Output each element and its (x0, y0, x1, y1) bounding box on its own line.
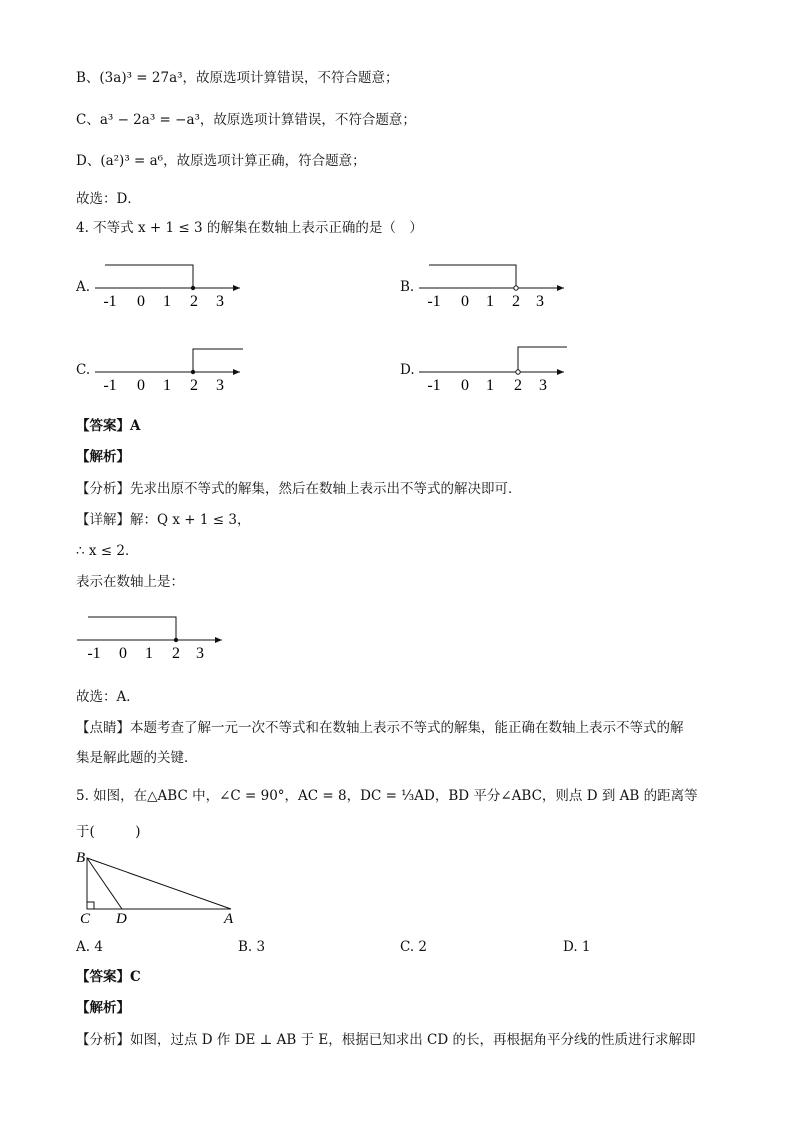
tick-label: 1 (163, 377, 171, 394)
q4-detail: 【详解】解：Q x + 1 ≤ 3， (76, 512, 251, 528)
q4-option-a-label: A. (76, 279, 91, 295)
q4-option-b-label: B. (400, 279, 415, 295)
question-5-cont: 于( ) (76, 824, 141, 840)
question-4: 4. 不等式 x + 1 ≤ 3 的解集在数轴上表示正确的是（ ） (76, 220, 423, 236)
vertex-label-d: D (116, 911, 127, 927)
q4-dianjing-2: 集是解此题的关键． (76, 750, 198, 766)
q4-option-c-label: C. (76, 362, 91, 378)
q4-choose: 故选：A． (76, 689, 140, 705)
tick-label: -1 (427, 293, 441, 310)
tick-label: 0 (137, 377, 145, 394)
q4-analysis: 【分析】先求出原不等式的解集，然后在数轴上表示出不等式的解决即可． (76, 481, 522, 497)
tick-label: 0 (461, 293, 469, 310)
tick-label: 3 (539, 377, 547, 394)
q4-option-d-number-line (414, 342, 579, 394)
tick-label: -1 (87, 645, 101, 660)
q5-triangle-figure (70, 846, 250, 928)
q4-show-on-line: 表示在数轴上是： (76, 574, 184, 590)
tick-label: 0 (119, 645, 127, 660)
q4-option-d-label: D. (400, 362, 415, 378)
tick-label: 2 (190, 377, 198, 394)
q5-option-c: C. 2 (400, 939, 428, 955)
q4-solution-number-line (72, 608, 237, 660)
tick-label: 2 (172, 645, 180, 660)
q4-therefore: ∴ x ≤ 2． (76, 543, 139, 559)
tick-label: 3 (196, 645, 204, 660)
tick-label: 2 (190, 293, 198, 310)
q5-option-d: D. 1 (563, 939, 591, 955)
tick-label: 1 (145, 645, 153, 660)
q4-dianjing-1: 【点睛】本题考查了解一元一次不等式和在数轴上表示不等式的解集，能正确在数轴上表示不等式的解 (76, 720, 684, 736)
q5-analysis: 【分析】如图，过点 D 作 DE ⊥ AB 于 E，根据已知求出 CD 的长，再根据角平分线的性质进行求解即 (76, 1032, 696, 1048)
tick-label: 3 (536, 293, 544, 310)
q4-option-a-number-line (90, 258, 255, 310)
q4-option-b-number-line (414, 258, 579, 310)
prev-choose: 故选：D． (76, 191, 141, 207)
tick-label: -1 (103, 377, 117, 394)
vertex-label-b: B (76, 850, 86, 866)
tick-label: 3 (216, 293, 224, 310)
tick-label: 0 (137, 293, 145, 310)
tick-label: 1 (163, 293, 171, 310)
tick-label: 3 (216, 377, 224, 394)
question-5: 5. 如图，在△ABC 中，∠C = 90°，AC = 8，DC = ⅓AD，BD 平分∠ABC，则点 D 到 AB 的距离等 (76, 788, 698, 804)
tick-label: 0 (461, 377, 469, 394)
q5-option-a: A. 4 (76, 939, 103, 955)
tick-label: 1 (486, 377, 494, 394)
option-c-prev: C、a³ − 2a³ = −a³，故原选项计算错误，不符合题意； (76, 112, 416, 128)
tick-label: 2 (514, 377, 522, 394)
tick-label: -1 (103, 293, 117, 310)
q4-answer: 【答案】A (76, 418, 141, 434)
option-d-prev: D、(a²)³ = a⁶，故原选项计算正确，符合题意； (76, 153, 366, 169)
vertex-label-a: A (224, 911, 234, 927)
tick-label: 1 (486, 293, 494, 310)
tick-label: 2 (512, 293, 520, 310)
q5-option-b: B. 3 (238, 939, 266, 955)
vertex-label-c: C (80, 911, 91, 927)
q5-jiexi: 【解析】 (76, 1000, 130, 1016)
q4-jiexi: 【解析】 (76, 449, 130, 465)
q4-option-c-number-line (90, 342, 255, 394)
q5-answer: 【答案】C (76, 969, 141, 985)
tick-label: -1 (427, 377, 441, 394)
option-b-prev: B、(3a)³ = 27a³，故原选项计算错误，不符合题意； (76, 70, 399, 86)
